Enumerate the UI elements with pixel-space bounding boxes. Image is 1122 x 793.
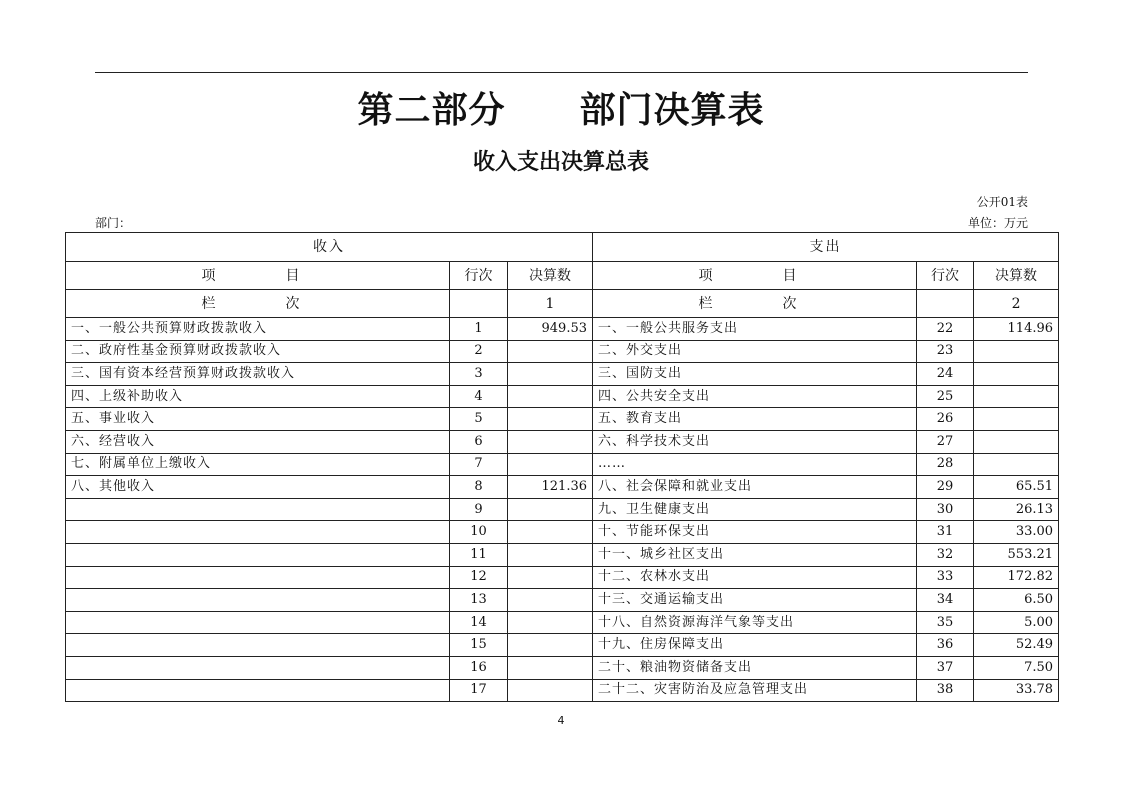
income-line-no: 14: [450, 611, 508, 634]
income-item: 七、附属单位上缴收入: [66, 453, 450, 476]
expense-line-no: 23: [917, 340, 974, 363]
income-line-no: 1: [450, 318, 508, 341]
income-amount: [508, 589, 593, 612]
income-line-no: 13: [450, 589, 508, 612]
income-item-header: 项 目: [66, 262, 450, 290]
table-row: [66, 543, 1059, 566]
expense-line-no: 29: [917, 476, 974, 499]
income-item: 六、经营收入: [66, 430, 450, 453]
income-line-no: 16: [450, 656, 508, 679]
expense-amount: [974, 363, 1059, 386]
table-row: [66, 430, 1059, 453]
income-item: 四、上级补助收入: [66, 385, 450, 408]
income-amount: [508, 498, 593, 521]
expense-line-no: 37: [917, 656, 974, 679]
expense-amount: 26.13: [974, 498, 1059, 521]
table-body: [66, 318, 1059, 702]
expense-amount: 553.21: [974, 543, 1059, 566]
income-item: [66, 566, 450, 589]
table-row: [66, 498, 1059, 521]
expense-line-no: 38: [917, 679, 974, 702]
income-amount: [508, 363, 593, 386]
expense-amount: 114.96: [974, 318, 1059, 341]
income-column-label: 栏 次: [66, 290, 450, 318]
income-column-number: 1: [508, 290, 593, 318]
expense-amount: 52.49: [974, 634, 1059, 657]
table-row: [66, 408, 1059, 431]
expense-amount: [974, 340, 1059, 363]
expense-amount: [974, 385, 1059, 408]
expense-line-no: 28: [917, 453, 974, 476]
income-section-header: 收入: [66, 233, 593, 262]
expense-amount: 7.50: [974, 656, 1059, 679]
income-item: 五、事业收入: [66, 408, 450, 431]
expense-item: 十九、住房保障支出: [593, 634, 917, 657]
expense-line-no: 22: [917, 318, 974, 341]
expense-line-no: 30: [917, 498, 974, 521]
income-line-no: 8: [450, 476, 508, 499]
expense-line-no: 34: [917, 589, 974, 612]
income-line-no: 3: [450, 363, 508, 386]
expense-line-no: 36: [917, 634, 974, 657]
table-row: [66, 566, 1059, 589]
income-line-no: 10: [450, 521, 508, 544]
income-item: [66, 589, 450, 612]
income-amount: [508, 340, 593, 363]
expense-line-no: 26: [917, 408, 974, 431]
income-item: [66, 656, 450, 679]
expense-item: 一、一般公共服务支出: [593, 318, 917, 341]
expense-item: 十三、交通运输支出: [593, 589, 917, 612]
income-item: [66, 543, 450, 566]
table-row: [66, 318, 1059, 341]
expense-column-number: 2: [974, 290, 1059, 318]
expense-item: 十一、城乡社区支出: [593, 543, 917, 566]
expense-item: 六、科学技术支出: [593, 430, 917, 453]
income-expense-table: [65, 232, 1059, 702]
table-row: [66, 340, 1059, 363]
income-line-no: 17: [450, 679, 508, 702]
expense-amount: [974, 453, 1059, 476]
expense-line-no: 27: [917, 430, 974, 453]
expense-item: 三、国防支出: [593, 363, 917, 386]
income-item: 八、其他收入: [66, 476, 450, 499]
expense-item-header: 项 目: [593, 262, 917, 290]
income-amount-header: 决算数: [508, 262, 593, 290]
page-number: 4: [557, 714, 565, 727]
header-row-columns: [66, 262, 1059, 290]
income-amount: [508, 634, 593, 657]
income-line-no: 5: [450, 408, 508, 431]
expense-line-no: 35: [917, 611, 974, 634]
income-amount: 949.53: [508, 318, 593, 341]
expense-line-no: 24: [917, 363, 974, 386]
expense-item: 二、外交支出: [593, 340, 917, 363]
expense-item: ……: [593, 453, 917, 476]
income-amount: [508, 543, 593, 566]
header-row-column-numbers: [66, 290, 1059, 318]
income-line-no: 9: [450, 498, 508, 521]
part-title: 第二部分 部门决算表: [357, 89, 765, 131]
income-line-no: 11: [450, 543, 508, 566]
income-amount: [508, 656, 593, 679]
income-item: [66, 498, 450, 521]
form-number: 公开01表: [976, 195, 1028, 209]
income-item: [66, 679, 450, 702]
income-line-no: 6: [450, 430, 508, 453]
expense-amount: 5.00: [974, 611, 1059, 634]
unit-label: 单位：万元: [967, 216, 1028, 230]
expense-line-no: 31: [917, 521, 974, 544]
expense-section-header: 支出: [593, 233, 1059, 262]
income-line-header: 行次: [450, 262, 508, 290]
income-item: [66, 634, 450, 657]
table-title: 收入支出决算总表: [472, 150, 649, 175]
income-item: 三、国有资本经营预算财政拨款收入: [66, 363, 450, 386]
expense-amount: [974, 430, 1059, 453]
income-amount: [508, 430, 593, 453]
expense-item: 二十、粮油物资储备支出: [593, 656, 917, 679]
expense-column-label: 栏 次: [593, 290, 917, 318]
income-item: 二、政府性基金预算财政拨款收入: [66, 340, 450, 363]
income-line-blank: [450, 290, 508, 318]
department-label: 部门：: [95, 216, 132, 230]
header-row-sections: [66, 233, 1059, 262]
income-line-no: 7: [450, 453, 508, 476]
income-item: [66, 611, 450, 634]
expense-item: 五、教育支出: [593, 408, 917, 431]
income-line-no: 15: [450, 634, 508, 657]
income-line-no: 2: [450, 340, 508, 363]
table-row: [66, 656, 1059, 679]
expense-item: 八、社会保障和就业支出: [593, 476, 917, 499]
expense-amount: 33.00: [974, 521, 1059, 544]
income-line-no: 4: [450, 385, 508, 408]
expense-amount: 65.51: [974, 476, 1059, 499]
expense-line-blank: [917, 290, 974, 318]
expense-amount: [974, 408, 1059, 431]
expense-item: 四、公共安全支出: [593, 385, 917, 408]
expense-item: 十二、农林水支出: [593, 566, 917, 589]
income-amount: [508, 521, 593, 544]
expense-item: 十、节能环保支出: [593, 521, 917, 544]
income-line-no: 12: [450, 566, 508, 589]
income-amount: [508, 385, 593, 408]
expense-item: 十八、自然资源海洋气象等支出: [593, 611, 917, 634]
income-amount: [508, 408, 593, 431]
table-row: [66, 476, 1059, 499]
table-row: [66, 611, 1059, 634]
expense-item: 九、卫生健康支出: [593, 498, 917, 521]
income-amount: [508, 566, 593, 589]
income-item: 一、一般公共预算财政拨款收入: [66, 318, 450, 341]
table-row: [66, 521, 1059, 544]
income-amount: [508, 611, 593, 634]
expense-line-no: 25: [917, 385, 974, 408]
expense-amount: 6.50: [974, 589, 1059, 612]
table-row: [66, 453, 1059, 476]
expense-line-no: 33: [917, 566, 974, 589]
expense-line-no: 32: [917, 543, 974, 566]
expense-amount: 33.78: [974, 679, 1059, 702]
header-rule: [95, 72, 1028, 73]
income-amount: 121.36: [508, 476, 593, 499]
income-amount: [508, 679, 593, 702]
expense-line-header: 行次: [917, 262, 974, 290]
table-row: [66, 679, 1059, 702]
income-item: [66, 521, 450, 544]
expense-amount: 172.82: [974, 566, 1059, 589]
expense-item: 二十二、灾害防治及应急管理支出: [593, 679, 917, 702]
expense-amount-header: 决算数: [974, 262, 1059, 290]
table-row: [66, 363, 1059, 386]
income-amount: [508, 453, 593, 476]
table-row: [66, 589, 1059, 612]
table-row: [66, 634, 1059, 657]
table-row: [66, 385, 1059, 408]
